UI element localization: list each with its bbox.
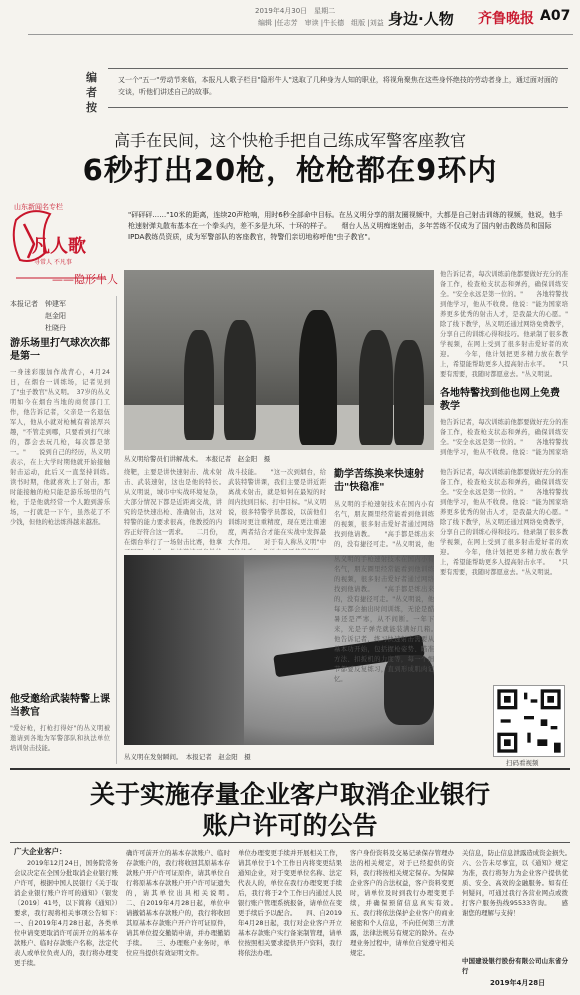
notice-col5: 关信息，防止信息泄露造成资金损失。 六、公告未尽事宜，以《通知》规定为准，我行将努力为企业客户提供优质、安全、高效的金融服务。如有任何疑问，可通过我行各营业网点或拨打客户服务热线95533咨询。 感谢您的理解与支持！ xyxy=(462,849,568,917)
byline-line: 本报记者 钟建军 xyxy=(10,300,66,308)
issue-date: 2019年4月30日 星期二 xyxy=(255,7,336,15)
notice-date: 2019年4月28日 xyxy=(490,979,546,987)
byline-line: 杜晓丹 xyxy=(10,324,66,332)
notice-salutation: 广大企业客户： xyxy=(14,847,67,856)
body-col1-part1: 一身迷彩服加作战背心，4月24日，在烟台一训练场，记者见到了"虫子教官"丛义明。 37岁的丛义明如今在烟台当地的商贸部门工作，他告诉记者，父亲是一名退伍军人，他从小就对枪械有着浓厚兴趣，"不管走到哪，只要看到打气球的，都会去玩几枪，每次都是第一。" 说到自己的经历，丛义明表示，在上大学时期他就开始接触射击运动，此后又一直坚持训练。 读书时期，他就喜欢上了射击，那时能接触的枪只能是游乐场里的气枪，于是他就经常一个人跑到游乐场，一打就是一下午，虽然花了不少钱，但他的枪法练得越来越准。 xyxy=(10,369,110,526)
body-col5-mid: 他告诉记者，每次训练前他都要做好充分的准备工作，检查枪支状态和弹药，确保训练安全。"安全永远是第一位的。" 各地特警找到他学习，他从不收费。他说："能为国家培 xyxy=(440,419,568,456)
photo-training-briefing xyxy=(124,270,434,450)
column-subtitle: ——隐形牛人 xyxy=(52,273,118,286)
byline xyxy=(10,298,110,334)
byline-line: 赵金阳 xyxy=(10,312,66,320)
notice-col1: 2019年12月24日，国务院常务会议决定在全国分批取消企业银行账户许可，根据中国人民银行《关于取消企业银行账户许可的通知》（银发〔2019〕41号，以下简称《通知》）要求，我行现将相关事项公告如下： 一、自2019年4月28日起，各类单位申请变更取消许可前开立的基本存款账户、临时存款账户名称，法定代表人或单位负责人的，我行将办理变更手续。 xyxy=(14,859,118,967)
page-number: A07 xyxy=(540,8,571,24)
column-top-label: 山东新闻名专栏 xyxy=(14,203,63,211)
subhead-1: 游乐场里打气球次次都是第一 xyxy=(10,338,110,362)
body-col2: 绕靶，主要是讲快速射击、战术射击、武装速射，这也是他的特长。 从义明说，城市中实战环境复杂，大部分情况下都是近距离交战，讲究的是快速出枪、准确射击，这对特警的能力要求很高，他教授的内容正好符合这一需求。 二月份，在烟台举行了一场射击比赛，他拿 xyxy=(124,469,222,546)
photo-caption-2: 丛义明在发射瞬间。 本报记者 赵金阳 摄 xyxy=(124,753,251,761)
photo-caption-1: 丛义明给警员们讲解战术。 本报记者 赵金阳 摄 xyxy=(124,455,271,463)
notice-col4: 客户身份资料及交易记录保存管理办法的相关规定，对于已经提供的资料，我行将按相关规定保存。为保障企业客户的合法权益，客户资料变更时，请单位及时到我行办理变更手续，并确保预留信息真实有效。 五、我行将依法保护企业客户的商业秘密和个人信息，不向任何第三方泄露，法律法规另有规定的除外。在办理业务过程中，请单位自觉遵守相关规定。 xyxy=(350,849,454,957)
section-divider xyxy=(10,768,570,770)
editor-note-label: 编者按 xyxy=(86,71,97,114)
body-col3: 战斗技能。 "这一次到烟台，给武装特警讲课，我们主要是讲近距离战术射击，就是如何在最短的时间内找到目标、打中目标。"从义明说，很多特警学员都说，以前他们训练时更注重精度，现在更注重速度，两者结合才能在实战中发挥最大作用。 对于有人称丛义明"中 xyxy=(228,469,326,546)
body-col4-top: 丛义明的手枪速射技术在国内小有名气，朋友圈里经常能看到他训练的视频，很多射击爱好者通过网络找到他请教。 "高手都是练出来的，没有捷径可走。"丛义明说，他 xyxy=(334,501,434,548)
editors-line: 编辑 |任志芳 审读 |牛长德 组版 |刘益 xyxy=(258,19,384,27)
article-headline: 6秒打出20枪，枪枪都在9环内 xyxy=(82,153,498,187)
notice-title-line1: 关于实施存量企业客户取消企业银行 xyxy=(89,780,490,809)
column-slogan: 寻常人 不凡事 xyxy=(34,259,72,266)
column-name: 凡人歌 xyxy=(32,236,86,257)
article-lead: "砰砰砰……"10米的距离，连续20声枪响，用时6秒全部命中目标。在丛义明分享的朋友圈视频中，大都是自己射击训练的视频，他说，他手枪速射弹丸散布基本在一个拳头内，差不多是九环、十环的样子。 烟台人丛义明痴迷射击，多年苦练不仅成为了国内射击教练员和国际IPDA教练员资质，成为军警部队的客座教官，特警们亲切地称呼他"虫子教官"。 xyxy=(128,211,563,241)
qr-code-icon[interactable] xyxy=(493,685,565,757)
section-title: 身边·人物 xyxy=(388,10,454,28)
notice-col2: 确许可前开立的基本存款账户、临时存款账户的，我行将收回其原基本存款账户开户许可证原件，请其单位自行将原基本存款账户开户许可证遗失的，请其单位出具相关说明。 二、自2019年4月28日起，单位申请撤销基本存款账户的，我行将收回其原基本存款账户开户许可证原件，请其单位提交撤销申请，并办理撤销手续。 三、办理账户业务时，单位应当提供有效证明文件。 xyxy=(126,849,230,957)
notice-divider xyxy=(10,842,570,843)
subhead-2: 他受邀给武装特警上课当教官 xyxy=(10,694,110,718)
body-col4-bottom: 丛义明的手枪速射技术在国内小有名气，朋友圈里经常能看到他训练的视频，很多射击爱好者通过网络找到他请教。 "高手都是练出来的，没有捷径可走。"丛义明说，他每天都会抽出时间训练，无论是酷暑还是严寒，从不间断。一年下来，光是子弹壳就能装满好几箱。 他告诉记者，练习快速射击需要从基本功开始，包括握枪姿势、瞄准方法、扣扳机的力度等，每一个细节都要反复练习，直到形成肌肉记忆。 xyxy=(334,556,434,683)
article-kicker: 高手在民间，这个快枪手把自己练成军警客座教官 xyxy=(113,131,466,150)
body-col5-top: 他告诉记者，每次训练前他都要做好充分的准备工作，检查枪支状态和弹药，确保训练安全。"安全永远是第一位的。" 各地特警找到他学习，他从不收费。他说："能为国家培养更多优秀的射击人才，是我最大的心愿。" 除了线下教学，丛义明还通过网络免费教学，分享自己的训练心得和技巧。他录制了很多教学视频，在网上受到了很多射击爱好者的欢迎。 今年，他计划把更多精力放在教学上，希望能帮助更多人提高射击水平。 "只要有需要，我随时都愿意去。"丛义明说。 xyxy=(440,271,568,378)
header-divider xyxy=(28,34,573,35)
newspaper-logo: 齐鲁晚报 xyxy=(478,11,534,27)
notice-title-line2: 账户许可的公告 xyxy=(202,811,378,840)
column-rule xyxy=(116,296,117,764)
subhead-3: 勤学苦练换来快速射击"快稳准" xyxy=(334,469,424,493)
qr-caption: 扫码看视频 xyxy=(506,759,539,767)
notice-col3: 单位办理变更手续并开展相关工作，请其单位于1个工作日内将变更结果通知企业，对于变更单位名称、法定代表人的，单位在我行办理变更手续后，我行将于2个工作日内通过人民银行账户管理系统报备，请单位在变更手续后予以配合。 四、自2019年4月28日起，我行对企业客户开立基本存款账户实行备案制管理，请单位按照相关要求提供开户资料，我行将依法办理。 xyxy=(238,849,342,957)
editor-note-text: 又一个"五一"劳动节来临，本报凡人歌子栏目"隐形牛人"选取了几种身为人知的职业，将视角聚焦在这些身怀绝技的劳动者身上，通过面对面的交谈，听他们讲述自己的故事。 xyxy=(118,76,558,96)
subhead-4: 各地特警找到他也网上免费教学 xyxy=(440,388,560,412)
body-col1-part2: "爱好枪，打枪打得好"的丛义明被邀请到各地为军警部队和执法单位培训射击技能。 xyxy=(10,725,110,752)
notice-signature: 中国建设银行股份有限公司山东省分行 xyxy=(462,957,568,975)
body-col5: 他告诉记者，每次训练前他都要做好充分的准备工作，检查枪支状态和弹药，确保训练安全。"安全永远是第一位的。" 各地特警找到他学习，他从不收费。他说："能为国家培养更多优秀的射击人才，是我最大的心愿。" 除了线下教学，丛义明还通过网络免费教学，分享自己的训练心得和技巧。他录制了很多教学视频，在网上受到了很多射击爱好者的欢迎。 今年，他计划把更多精力放在教学上，希望能帮助更多人提高射击水平。 "只要有需要，我随时都愿意去。"丛义明说。 xyxy=(440,469,568,576)
